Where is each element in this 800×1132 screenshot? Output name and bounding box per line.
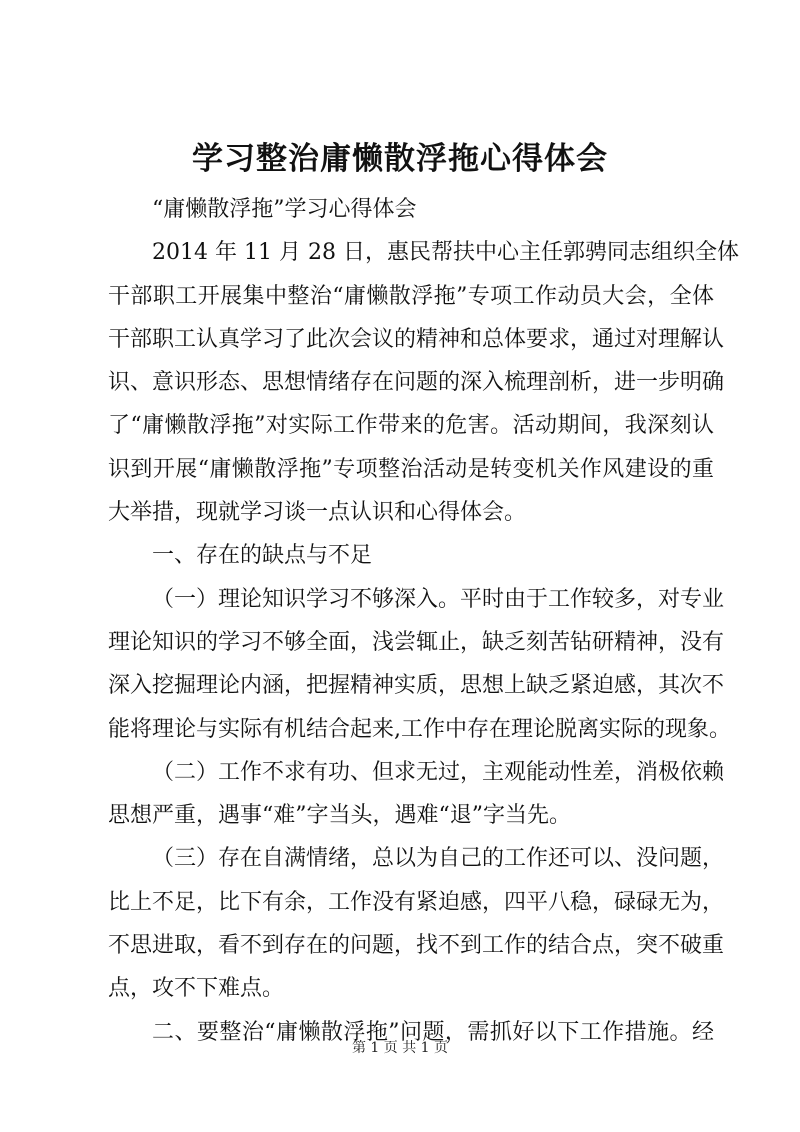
paragraph-line: （一）理论知识学习不够深入。平时由于工作较多，对专业 <box>152 586 725 612</box>
paragraph-line: 干部职工认真学习了此次会议的精神和总体要求，通过对理解认 <box>108 326 725 352</box>
paragraph-line: 不思进取，看不到存在的问题，找不到工作的结合点，突不破重 <box>108 933 725 959</box>
document-title: 学习整治庸懒散浮拖心得体会 <box>192 141 608 177</box>
paragraph-line: 能将理论与实际有机结合起来,工作中存在理论脱离实际的现象。 <box>108 716 731 742</box>
paragraph-line: 识到开展“庸懒散浮拖”专项整治活动是转变机关作风建设的重 <box>108 456 714 482</box>
paragraph-line: （三）存在自满情绪，总以为自己的工作还可以、没问题， <box>152 846 725 872</box>
page-number-footer: 第 1 页 共 1 页 <box>351 1040 449 1056</box>
paragraph-line: 了“庸懒散浮拖”对实际工作带来的危害。活动期间，我深刻认 <box>108 413 714 439</box>
paragraph-line: 比上不足，比下有余，工作没有紧迫感，四平八稳，碌碌无为， <box>108 889 725 915</box>
paragraph-line: （二）工作不求有功、但求无过，主观能动性差，消极依赖 <box>152 759 725 785</box>
paragraph-line: 思想严重，遇事“难”字当头，遇难“退”字当先。 <box>108 803 571 829</box>
paragraph-line: 大举措，现就学习谈一点认识和心得体会。 <box>108 500 527 526</box>
section-heading: 二、要整治“庸懒散浮拖”问题，需抓好以下工作措施。经 <box>152 1019 714 1045</box>
paragraph-line: 2014 年 11 月 28 日，惠民帮扶中心主任郭骋同志组织全体 <box>152 240 739 266</box>
paragraph-line: 深入挖掘理论内涵，把握精神实质，思想上缺乏紧迫感，其次不 <box>108 673 725 699</box>
paragraph-line: 理论知识的学习不够全面，浅尝辄止，缺乏刻苦钻研精神，没有 <box>108 629 725 655</box>
paragraph-line: 点，攻不下难点。 <box>108 976 285 1002</box>
subtitle-line: “庸懒散浮拖”学习心得体会 <box>152 197 417 222</box>
paragraph-line: 识、意识形态、思想情绪存在问题的深入梳理剖析，进一步明确 <box>108 370 725 396</box>
section-heading: 一、存在的缺点与不足 <box>152 543 373 569</box>
paragraph-line: 干部职工开展集中整治“庸懒散浮拖”专项工作动员大会，全体 <box>108 283 714 309</box>
document-body <box>108 188 739 1054</box>
